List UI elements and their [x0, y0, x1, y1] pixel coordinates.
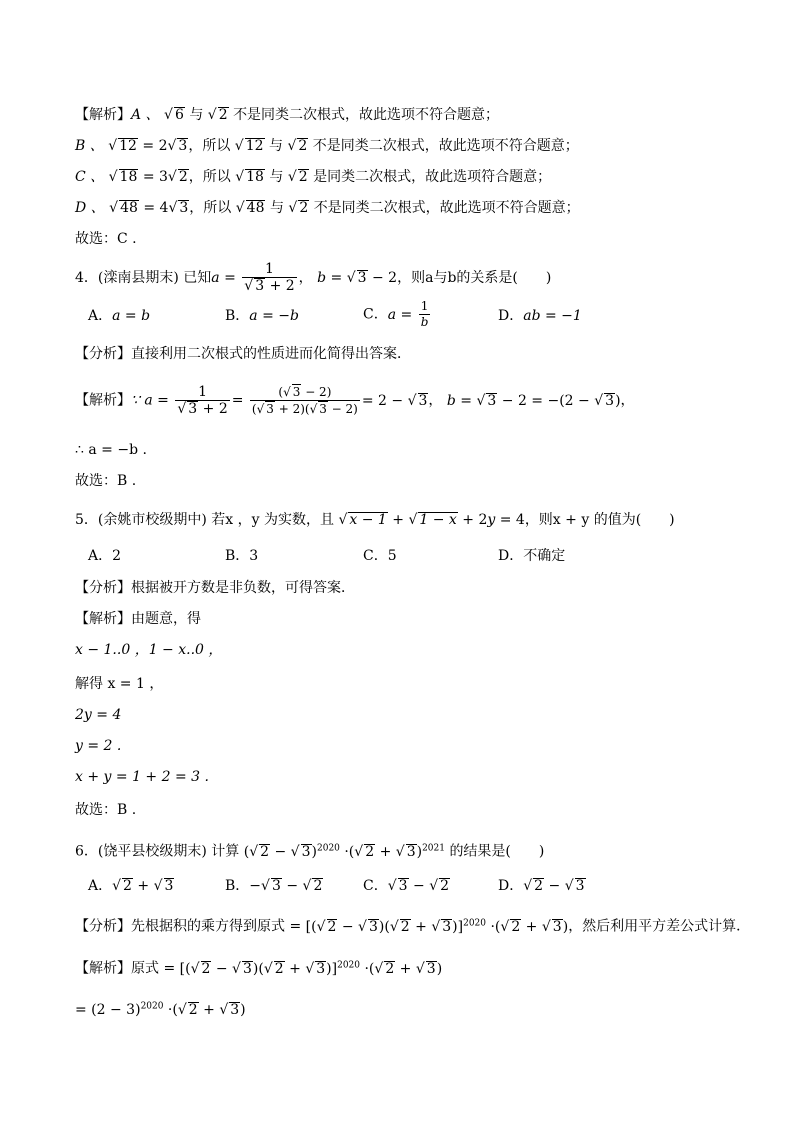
solution-line-b: B 、 √ 12 = 2√ 3，所以 √ 12 与 √ 2 不是同类二次根式，故此选项不符合题意； [75, 138, 579, 154]
q5-solution: 【解析】由题意，得 [75, 611, 201, 627]
q5-option-c[interactable]: C．5 [363, 548, 397, 564]
solution-line-d: D 、 √ 48 = 4√ 3，所以 √ 48 与 √ 2 不是同类二次根式，故此选项不符合题意； [75, 200, 580, 216]
q6-option-a[interactable]: A．√ 2 + √ 3 [88, 878, 174, 894]
sqrt6: √ 6 [164, 107, 184, 123]
q5-option-b[interactable]: B．3 [225, 548, 259, 564]
q5-step-5: x + y = 1 + 2 = 3 . [75, 769, 209, 785]
choice-line: 故选：C . [75, 231, 137, 247]
q6-analysis: 【分析】先根据积的乘方得到原式 = [(√ 2 − √ 3)(√ 2 + √ 3)]$^{2020}$ ·(√ 2 + √ 3)，然后利用平方差公式计算． [75, 918, 751, 935]
q6-option-c[interactable]: C．√ 3 − √ 2 [363, 878, 450, 894]
q5-step-1: x − 1..0 ，1 − x..0 ， [75, 642, 223, 658]
q5-step-2: 解得 x = 1 ， [75, 676, 164, 692]
q5-option-a[interactable]: A．2 [88, 548, 122, 564]
q6-solution-step: = $(2 - 3)^{2020}$ ·(√ 2 + √ 3) [75, 1001, 246, 1018]
q6-stem: 6．(饶平县校级期末) 计算 (√ 2 − √ 3)$^{2020}$ ·(√ 2 + √ 3)$^{2021}$ 的结果是( ) [75, 843, 545, 860]
q4-conclusion: ∴ a = −b . [75, 442, 147, 458]
q4-fraction: $\frac{1}{√ 3 + 2}$ [244, 261, 295, 294]
q4-solution: 【解析】∵ a = $\frac{1}{√ 3 + 2}$ = $\frac{(√ 3 - 2)}{(√ 3 + 2)(√ 3 - 2)}$ = 2 − √ 3， b = √ 3 − 2 = −(2 − √ 3)， [75, 383, 635, 417]
q4-stem: 4．(滦南县期末) 已知a = $\frac{1}{√ 3 + 2}$ ， b = √ 3 − 2，则a与b的关系是( ) [75, 261, 552, 294]
q4-option-a[interactable]: A．a = b [88, 308, 151, 324]
q4-option-b[interactable]: B．a = −b [225, 308, 299, 324]
q5-option-d[interactable]: D．不确定 [498, 548, 566, 564]
q4-option-d[interactable]: D．ab = −1 [498, 308, 582, 324]
q5-stem: 5．(余姚市校级期中) 若x ，y 为实数，且 √ x − 1 + √ 1 − x + 2y = 4，则x + y 的值为( ) [75, 512, 675, 528]
solution-line-c: C 、 √ 18 = 3√ 2，所以 √ 18 与 √ 2 是同类二次根式，故此选项符合题意； [75, 169, 552, 185]
solution-tag: 【解析】 [75, 107, 131, 123]
q4-analysis: 【分析】直接利用二次根式的性质进而化简得出答案． [75, 346, 411, 362]
q5-step-4: y = 2 . [75, 738, 122, 754]
q5-choice: 故选：B . [75, 802, 137, 818]
solution-line-a: 【解析】A 、 √ 6 与 √ 2 不是同类二次根式，故此选项不符合题意； [75, 107, 500, 123]
q5-analysis: 【分析】根据被开方数是非负数，可得答案． [75, 580, 355, 596]
q4-choice: 故选：B . [75, 473, 137, 489]
sqrt2: √ 2 [207, 107, 228, 123]
q6-option-d[interactable]: D．√ 2 − √ 3 [498, 878, 585, 894]
q6-solution: 【解析】原式 = [(√ 2 − √ 3)(√ 2 + √ 3)]$^{2020}$ ·(√ 2 + √ 3) [75, 960, 443, 977]
q4-option-c[interactable]: C．a = $\frac{1}{b}$ [363, 299, 429, 329]
q6-option-b[interactable]: B．−√ 3 − √ 2 [225, 878, 323, 894]
q5-step-3: 2y = 4 [75, 707, 122, 723]
